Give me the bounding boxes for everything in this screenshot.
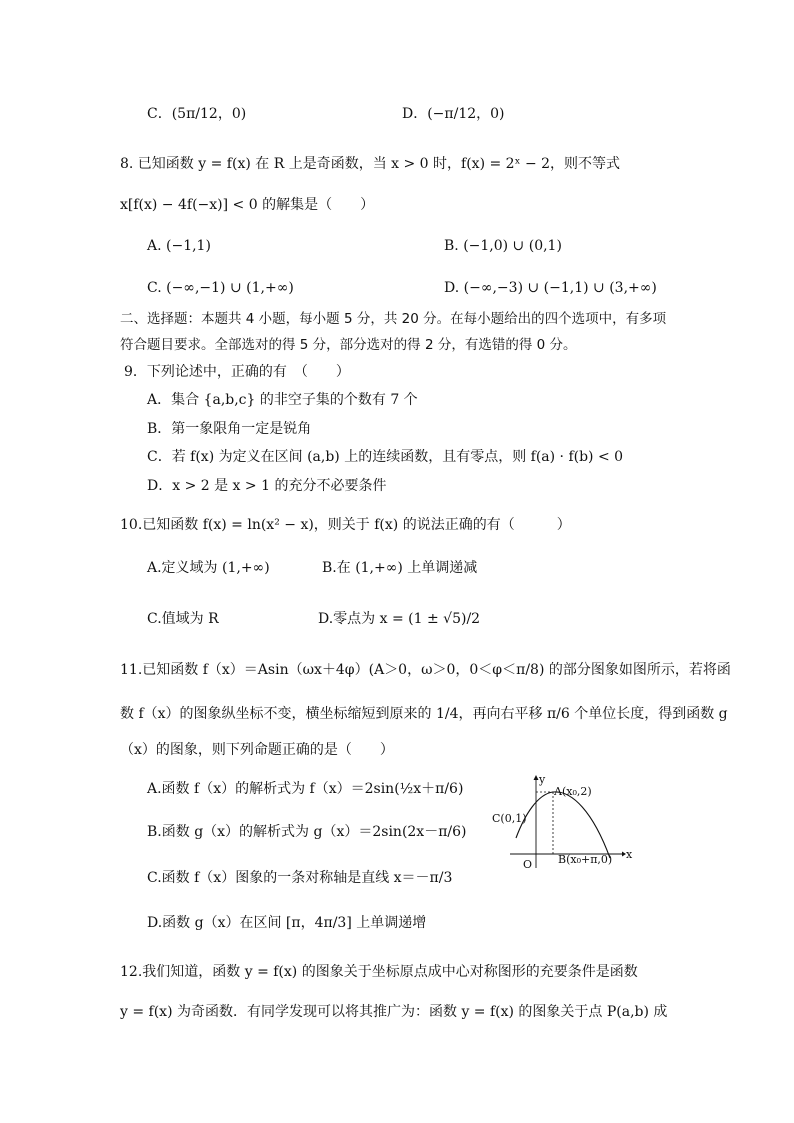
q10-option-a: A.定义域为 (1,+∞) xyxy=(147,560,270,576)
sine-curve xyxy=(516,792,610,858)
section2-heading-line1: 二、选择题：本题共 4 小题，每小题 5 分，共 20 分。在每小题给出的四个选项中，有多项 xyxy=(120,311,667,327)
section2-heading-line2: 符合题目要求。全部选对的得 5 分，部分选对的得 2 分，有选错的得 0 分。 xyxy=(120,337,577,353)
q10-option-d: D.零点为 x = (1 ± √5)/2 xyxy=(318,611,481,627)
label-point-b: B(x₀+π,0) xyxy=(558,853,613,866)
q9-option-d: D．x > 2 是 x > 1 的充分不必要条件 xyxy=(147,478,387,494)
label-origin: O xyxy=(523,858,533,870)
q7-option-d: D．(−π/12，0) xyxy=(402,106,505,122)
q7-option-c: C．(5π/12，0) xyxy=(147,106,247,122)
label-y: y xyxy=(539,773,546,786)
q10-option-c: C.值域为 R xyxy=(147,611,219,627)
q8-option-c: C. (−∞,−1) ∪ (1,+∞) xyxy=(147,280,294,296)
q11-option-d: D.函数 g（x）在区间 [π，4π/3] 上单调递增 xyxy=(147,915,427,931)
q11-option-b: B.函数 g（x）的解析式为 g（x）＝2sin(2x－π/6) xyxy=(147,824,467,840)
label-x: x xyxy=(626,848,633,861)
q9-option-a: A．集合 {a,b,c} 的非空子集的个数有 7 个 xyxy=(147,392,418,408)
q8-option-a: A. (−1,1) xyxy=(147,238,211,254)
q12-line1: 12.我们知道，函数 y = f(x) 的图象关于坐标原点成中心对称图形的充要条件是函数 xyxy=(120,964,638,980)
q9-option-b: B．第一象限角一定是锐角 xyxy=(147,421,312,437)
q8-option-d: D. (−∞,−3) ∪ (−1,1) ∪ (3,+∞) xyxy=(444,280,657,296)
q11-stem-line2: 数 f（x）的图象纵坐标不变，横坐标缩短到原来的 1/4，再向右平移 π/6 个单位长度，得到函数 g xyxy=(120,706,728,722)
q10-stem: 10.已知函数 f(x) = ln(x² − x)，则关于 f(x) 的说法正确的有（ ） xyxy=(120,517,571,533)
q11-sine-graph-figure xyxy=(480,772,640,870)
q11-stem-line3: （x）的图象，则下列命题正确的是（ ） xyxy=(120,742,394,758)
q11-option-a: A.函数 f（x）的解析式为 f（x）＝2sin(½x＋π/6) xyxy=(147,781,464,797)
y-axis-arrow-icon xyxy=(534,775,539,780)
q10-option-b: B.在 (1,+∞) 上单调递减 xyxy=(322,560,478,576)
q9-option-c: C．若 f(x) 为定义在区间 (a,b) 上的连续函数，且有零点，则 f(a) · f(b) < 0 xyxy=(147,449,624,465)
q12-line2: y = f(x) 为奇函数．有同学发现可以将其推广为：函数 y = f(x) 的图象关于点 P(a,b) 成 xyxy=(120,1004,668,1020)
label-point-c: C(0,1) xyxy=(492,812,527,825)
label-point-a: A(x₀,2) xyxy=(554,785,592,798)
q8-stem-line1: 8. 已知函数 y = f(x) 在 R 上是奇函数，当 x > 0 时，f(x) = 2ˣ − 2，则不等式 xyxy=(120,156,621,172)
q8-option-b: B. (−1,0) ∪ (0,1) xyxy=(444,238,562,254)
q11-option-c: C.函数 f（x）图象的一条对称轴是直线 x＝－π/3 xyxy=(147,870,453,886)
q11-stem-line1: 11.已知函数 f（x）＝Asin（ωx＋4φ）(A＞0，ω＞0，0＜φ＜π/8) 的部分图象如图所示，若将函 xyxy=(120,662,731,678)
q8-stem-line2: x[f(x) − 4f(−x)] < 0 的解集是（ ） xyxy=(120,197,375,213)
q9-stem: 9．下列论述中，正确的有 （ ） xyxy=(124,364,350,380)
